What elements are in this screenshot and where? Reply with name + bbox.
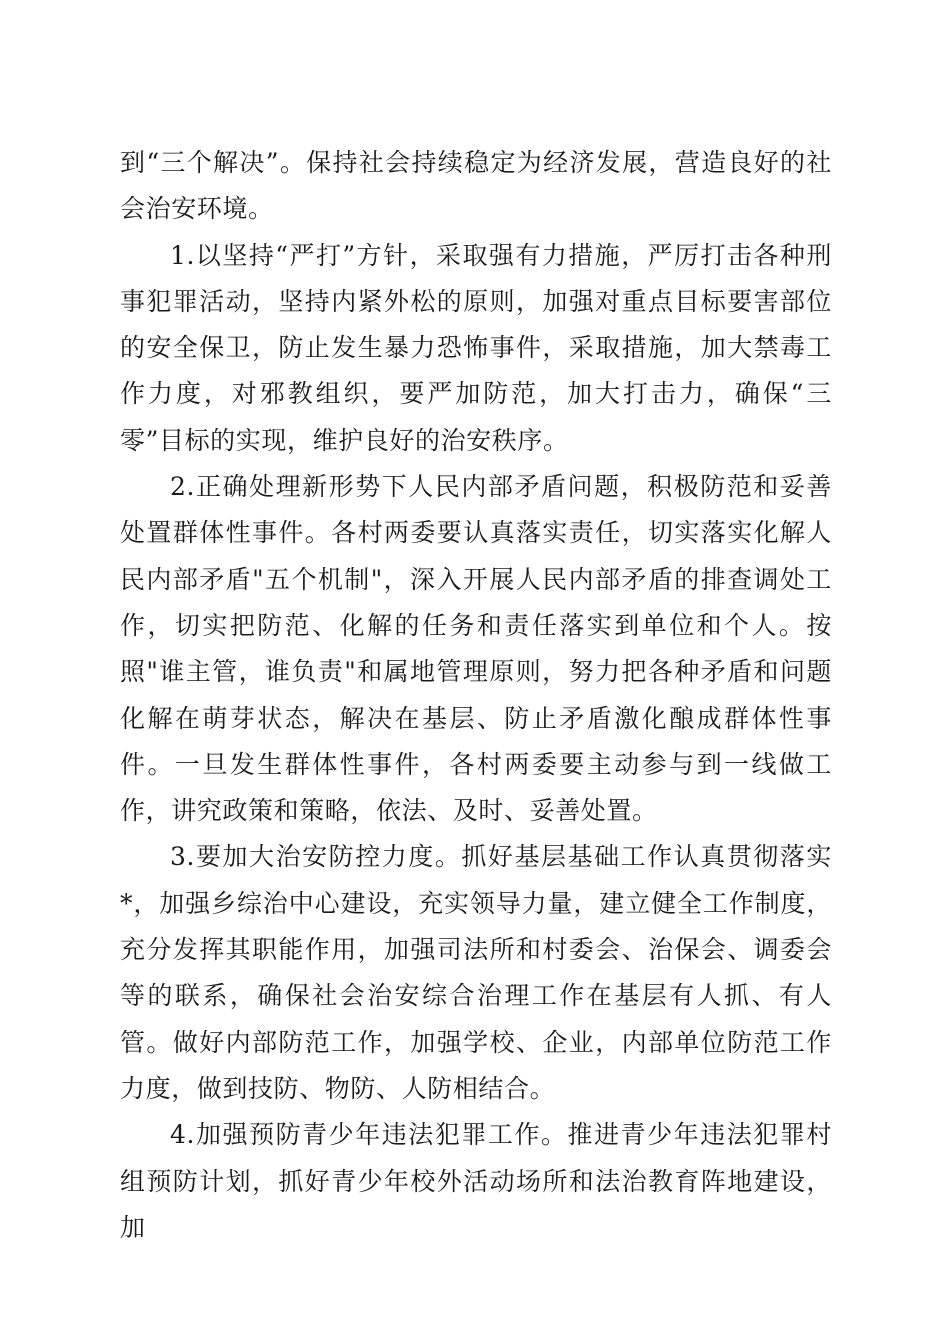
paragraph-item-2: 2.正确处理新形势下人民内部矛盾问题，积极防范和妥善处置群体性事件。各村两委要认真落实责任，切实落实化解人民内部矛盾"五个机制"，深入开展人民内部矛盾的排查调处工作，切实把防范、化解的任务和责任落实到单位和个人。按照"谁主管，谁负责"和属地管理原则，努力把各种矛盾和问题化解在萌芽状态，解决在基层、防止矛盾激化酿成群体性事件。一旦发生群体性事件，各村两委要主动参与到一线做工作，讲究政策和策略，依法、及时、妥善处置。 [120,472,832,826]
paragraph-continuation: 到“三个解决”。保持社会持续稳定为经济发展，营造良好的社会治安环境。 [120,148,832,224]
paragraph-item-3: 3.要加大治安防控力度。抓好基层基础工作认真贯彻落实*，加强乡综治中心建设，充实领导力量，建立健全工作制度，充分发挥其职能作用，加强司法所和村委会、治保会、调委会等的联系，确保社会治安综合治理工作在基层有人抓、有人管。做好内部防范工作，加强学校、企业，内部单位防范工作力度，做到技防、物防、人防相结合。 [120,842,832,1103]
paragraph-item-4: 4.加强预防青少年违法犯罪工作。推进青少年违法犯罪村组预防计划，抓好青少年校外活动场所和法治教育阵地建设，加 [120,1120,832,1242]
document-body [120,140,832,1251]
paragraph-item-1: 1.以坚持“严打”方针，采取强有力措施，严厉打击各种刑事犯罪活动，坚持内紧外松的原则，加强对重点目标要害部位的安全保卫，防止发生暴力恐怖事件，采取措施，加大禁毒工作力度，对邪教组织，要严加防范，加大打击力，确保“三零”目标的实现，维护良好的治安秩序。 [120,240,832,455]
